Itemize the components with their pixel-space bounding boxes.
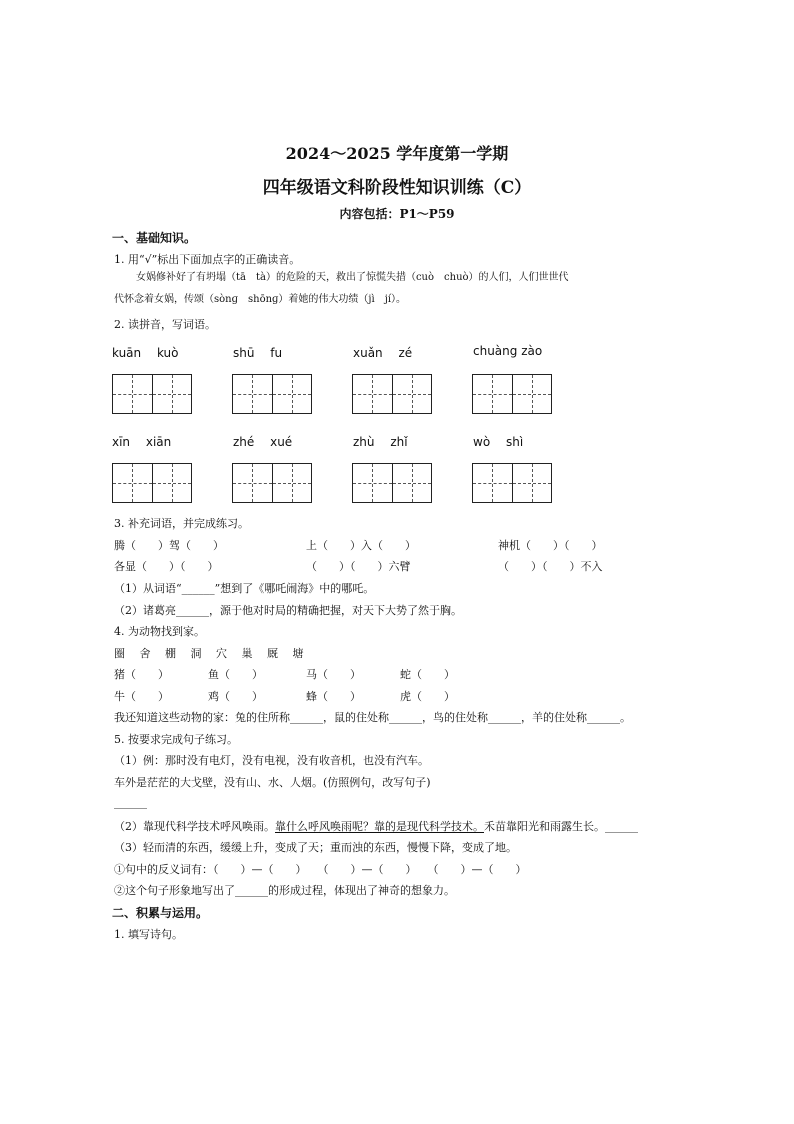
q4-extra: 我还知道这些动物的家：兔的住所称______，鼠的住处称______，鸟的住处称______，羊的住处称______。 bbox=[114, 711, 631, 724]
q4-blank[interactable]: 虎（ ） bbox=[400, 690, 455, 703]
pinyin-2: shū fu bbox=[233, 346, 283, 360]
pinyin-5: xīn xiān bbox=[112, 435, 172, 449]
q3-blank[interactable]: （ ）（ ）六臂 bbox=[306, 560, 411, 573]
writing-grid[interactable] bbox=[232, 463, 312, 503]
q5-s2-underlined: 靠什么呼风唤雨呢？靠的是现代科学技术。 bbox=[275, 820, 484, 833]
q3-sub1: （1）从词语“______”想到了《哪吒闹海》中的哪吒。 bbox=[114, 582, 375, 595]
pinyin-4: chuàng zào bbox=[473, 344, 543, 358]
q3-blank[interactable]: 各显（ ）（ ） bbox=[114, 560, 219, 573]
q4-home-options: 圈 舍 棚 洞 穴 巢 厩 塘 bbox=[114, 647, 304, 660]
writing-grid[interactable] bbox=[112, 463, 192, 503]
writing-grid[interactable] bbox=[112, 374, 192, 414]
q5-antonyms[interactable]: ①句中的反义词有：（ ）—（ ） （ ）—（ ） （ ）—（ ） bbox=[114, 863, 527, 876]
q2-prompt: 2. 读拼音，写词语。 bbox=[114, 318, 216, 331]
section1-title: 一、基础知识。 bbox=[112, 231, 197, 245]
writing-grid[interactable] bbox=[232, 374, 312, 414]
q3-blank[interactable]: （ ）（ ）不入 bbox=[498, 560, 603, 573]
writing-grid[interactable] bbox=[352, 463, 432, 503]
q5-sentence2 bbox=[114, 818, 638, 834]
doc-title-line2: 四年级语文科阶段性知识训练（C） bbox=[262, 178, 532, 198]
q3-blank[interactable]: 神机（ ）（ ） bbox=[498, 539, 603, 552]
s2-q1-prompt: 1. 填写诗句。 bbox=[114, 928, 183, 941]
writing-grid[interactable] bbox=[352, 374, 432, 414]
q4-blank[interactable]: 马（ ） bbox=[306, 668, 361, 681]
pinyin-8: wò shì bbox=[473, 435, 524, 449]
pinyin-3: xuǎn zé bbox=[353, 346, 413, 360]
q5-s2-part2: 禾苗靠阳光和雨露生长。______ bbox=[484, 820, 638, 833]
q3-blank[interactable]: 腾（ ）驾（ ） bbox=[114, 539, 224, 552]
q5-task: 车外是茫茫的大戈壁，没有山、水、人烟。(仿照例句，改写句子) bbox=[114, 776, 431, 789]
q3-sub2: （2）诸葛亮______，源于他对时局的精确把握，对天下大势了然于胸。 bbox=[114, 604, 462, 617]
q3-blank[interactable]: 上（ ）入（ ） bbox=[306, 539, 416, 552]
q4-blank[interactable]: 鸡（ ） bbox=[208, 690, 263, 703]
q1-text-line1: 女娲修补好了有坍塌（tā tà）的危险的天，救出了惊慌失措（cuò chuò）的人们，人们世世代 bbox=[136, 272, 569, 283]
q4-blank[interactable]: 鱼（ ） bbox=[208, 668, 263, 681]
q5-example: （1）例：那时没有电灯，没有电视，没有收音机，也没有汽车。 bbox=[114, 754, 429, 767]
q4-blank[interactable]: 蛇（ ） bbox=[400, 668, 455, 681]
q4-blank[interactable]: 猪（ ） bbox=[114, 668, 169, 681]
q5-sentence3: （3）轻而清的东西，缓缓上升，变成了天；重而浊的东西，慢慢下降，变成了地。 bbox=[114, 841, 517, 854]
pinyin-1: kuān kuò bbox=[112, 346, 179, 360]
q4-prompt: 4. 为动物找到家。 bbox=[114, 625, 205, 638]
q5-prompt: 5. 按要求完成句子练习。 bbox=[114, 733, 238, 746]
pinyin-6: zhé xué bbox=[233, 435, 293, 449]
doc-title-line1: 2024～2025 学年度第一学期 bbox=[285, 144, 509, 163]
writing-grid[interactable] bbox=[472, 463, 552, 503]
q5-imagery: ②这个句子形象地写出了______的形成过程，体现出了神奇的想象力。 bbox=[114, 884, 455, 897]
q1-text-line2: 代怀念着女娲，传颂（sònɡ shōnɡ）着她的伟大功绩（jì jí）。 bbox=[114, 294, 407, 305]
doc-scope: 内容包括：P1～P59 bbox=[339, 207, 455, 221]
q4-blank[interactable]: 蜂（ ） bbox=[306, 690, 361, 703]
writing-grid[interactable] bbox=[472, 374, 552, 414]
q5-s2-part1: （2）靠现代科学技术呼风唤雨。 bbox=[114, 820, 275, 833]
q3-prompt: 3. 补充词语，并完成练习。 bbox=[114, 517, 249, 530]
q4-blank[interactable]: 牛（ ） bbox=[114, 690, 169, 703]
answer-blank[interactable]: ______ bbox=[114, 796, 147, 809]
q1-prompt: 1. 用“√”标出下面加点字的正确读音。 bbox=[114, 253, 301, 266]
pinyin-7: zhù zhǐ bbox=[353, 435, 408, 449]
section2-title: 二、积累与运用。 bbox=[112, 906, 209, 920]
